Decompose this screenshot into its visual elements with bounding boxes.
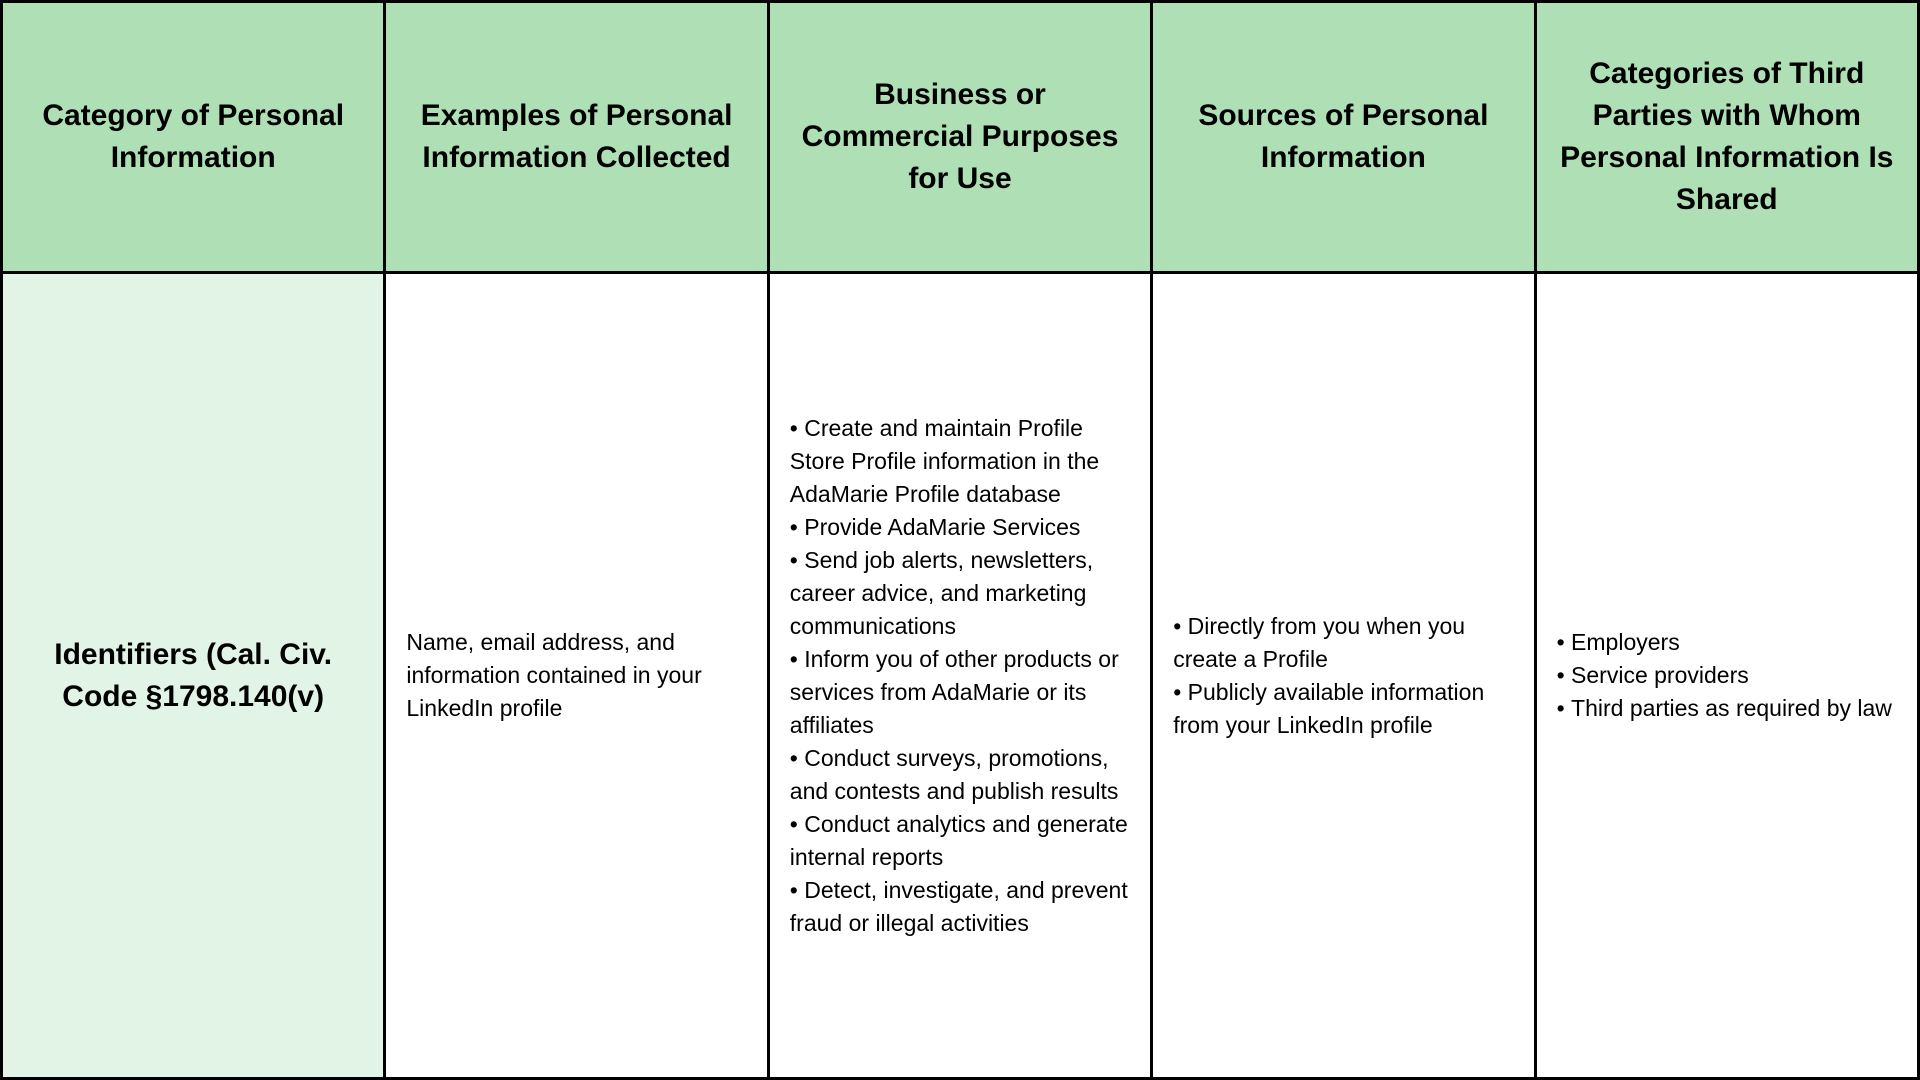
list-item: • Third parties as required by law xyxy=(1557,692,1892,725)
header-category: Category of Personal Information xyxy=(3,3,383,271)
purposes-list xyxy=(790,412,1130,940)
header-examples: Examples of Personal Information Collected xyxy=(386,3,766,271)
header-sources: Sources of Personal Information xyxy=(1153,3,1533,271)
category-cell: Identifiers (Cal. Civ. Code §1798.140(v) xyxy=(3,274,383,1077)
list-item: • Provide AdaMarie Services xyxy=(790,511,1130,544)
sources-list xyxy=(1173,610,1513,742)
list-item: • Send job alerts, newsletters, career advice, and marketing communications xyxy=(790,544,1130,643)
third-parties-cell xyxy=(1537,274,1917,1077)
list-item: • Service providers xyxy=(1557,659,1892,692)
list-item: • Directly from you when you create a Profile xyxy=(1173,610,1513,676)
list-item: • Inform you of other products or services from AdaMarie or its affiliates xyxy=(790,643,1130,742)
header-purposes: Business or Commercial Purposes for Use xyxy=(770,3,1150,271)
header-third-parties: Categories of Third Parties with Whom Personal Information Is Shared xyxy=(1537,3,1917,271)
purposes-cell xyxy=(770,274,1150,1077)
list-item: • Publicly available information from your LinkedIn profile xyxy=(1173,676,1513,742)
sources-cell xyxy=(1153,274,1533,1077)
third-parties-list xyxy=(1557,626,1892,725)
list-item: • Detect, investigate, and prevent fraud or illegal activities xyxy=(790,874,1130,940)
list-item: • Employers xyxy=(1557,626,1892,659)
list-item: • Conduct analytics and generate internal reports xyxy=(790,808,1130,874)
list-item: • Create and maintain Profile Store Profile information in the AdaMarie Profile database xyxy=(790,412,1130,511)
list-item: • Conduct surveys, promotions, and contests and publish results xyxy=(790,742,1130,808)
examples-cell: Name, email address, and information contained in your LinkedIn profile xyxy=(386,274,766,1077)
